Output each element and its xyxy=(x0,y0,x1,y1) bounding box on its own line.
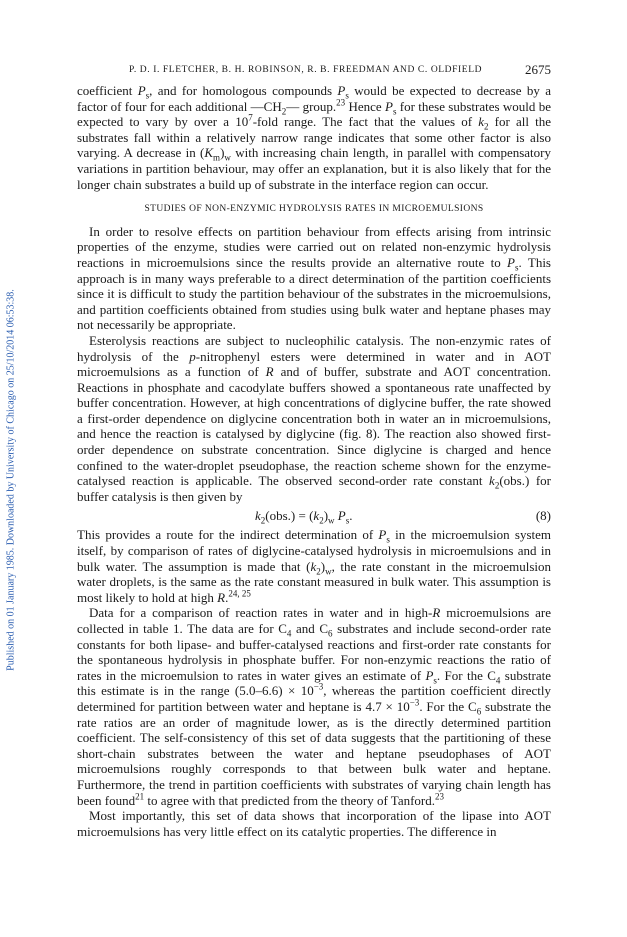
paragraph-6: Most importantly, this set of data shows that incorporation of the lipase into AOT microemulsions has very little effect on its catalytic properties. The difference in xyxy=(77,808,551,839)
equation-8 xyxy=(77,506,551,526)
published-note-text[interactable]: Published on 01 January 1985. Downloaded by University of Chicago on 25/10/2014 06:53:38. xyxy=(5,289,17,671)
article-body xyxy=(77,83,551,839)
running-header xyxy=(77,62,551,78)
paragraph-5: Data for a comparison of reaction rates in water and in high-R microemulsions are collected in table 1. The data are for $C_4$ and $C_6$ substrates and include second-order rate constants for both lipase- and buffer-catalysed reactions and first-order rate constants for the spontaneous hydrolysis in phosphate buffer. For non-enzymic reactions the ratio of rates in the microemulsion to rates in water gives an estimate of $P_s$. For the $C_4$ substrate this estimate is in the range $(5.0-6.6) \times 10^{-3}$, whereas the partition coefficient directly determined for partition between water and heptane is $4.7 \times 10^{-3}$. For the $C_6$ substrate the rate ratios are an order of magnitude lower, as is the directly determined partition coefficient. The self-consistency of this set of data suggests that the partitioning of these short-chain substrates between the water and heptane pseudophases of AOT microemulsions roughly corresponds to that between bulk water and heptane. Furthermore, the trend in partition coefficients with substrates of varying chain length has been found$^{21}$ to agree with that predicted from the theory of Tanford.$^{23}$ xyxy=(77,605,552,808)
publication-side-note xyxy=(4,150,18,810)
header-authors: P. D. I. FLETCHER, B. H. ROBINSON, R. B. FREEDMAN AND C. OLDFIELD xyxy=(129,65,483,75)
paragraph-1: coefficient $P_s$, and for homologous compounds $P_s$ would be expected to decrease by a factor of four for each additional $—CH_2—$ group.$^{23}$ Hence $P_s$ for these substrates would be expected to vary by over a $10^7$-fold range. The fact that the values of $k_2$ for all the substrates fall within a relatively narrow range indicates that some other factor is also varying. A decrease in $(K_m)_w$ with increasing chain length, in parallel with compensatory variations in partition behaviour, may offer an explanation, but it is also likely that for the longer chain substrates a build up of substrate in the interface region can occur. xyxy=(77,83,551,192)
paragraph-2: In order to resolve effects on partition behaviour from effects arising from intrinsic properties of the enzyme, studies were carried out on related non-enzymic hydrolysis reactions in microemulsions since the results provide an alternative route to $P_s$. This approach is in many ways preferable to a direct determination of the partition coefficients since it is difficult to study the partition behaviour of the substrates in the microemulsions, and partition coefficients obtained from studies using bulk water and heptane phases may not necessarily be appropriate. xyxy=(77,223,551,333)
equation-body: $k_2(obs.) = (k_2)_w$ $P_s$. xyxy=(255,508,353,527)
page-number: 2675 xyxy=(525,62,551,77)
equation-number: (8) xyxy=(535,508,551,524)
section-title: STUDIES OF NON-ENZYMIC HYDROLYSIS RATES IN MICROEMULSIONS xyxy=(144,204,484,215)
paragraph-3: Esterolysis reactions are subject to nucleophilic catalysis. The non-enzymic rates of hydrolysis of the p-nitrophenyl esters were determined in water and in AOT microemulsions as a function of R and of buffer, substrate and AOT concentration. Reactions in phosphate and cacodylate buffers showed a spontaneous rate unaffected by buffer concentration. However, at high concentrations of diglycine buffer, the rate showed a first-order dependence on diglycine concentration both in water an in microemulsions, and hence the reaction is catalysed by diglycine (fig. 8). The reaction also showed first-order dependence on substrate concentration. Since diglycine is charged and hence confined to the water-droplet pseudophase, the reaction scheme shown for the enzyme-catalysed reaction is applicable. The observed second-order rate constant $k_2(obs.)$ for buffer catalysis is then given by xyxy=(77,332,551,504)
paragraph-4: This provides a route for the indirect determination of $P_s$ in the microemulsion system itself, by comparison of rates of diglycine-catalysed hydrolysis in microemulsions and in bulk water. The assumption is made that $(k_2)_w$, the rate constant in the microemulsion water droplets, is the same as the rate constant measured in bulk water. This assumption is most likely to hold at high R.$^{24, 25}$ xyxy=(77,527,551,605)
